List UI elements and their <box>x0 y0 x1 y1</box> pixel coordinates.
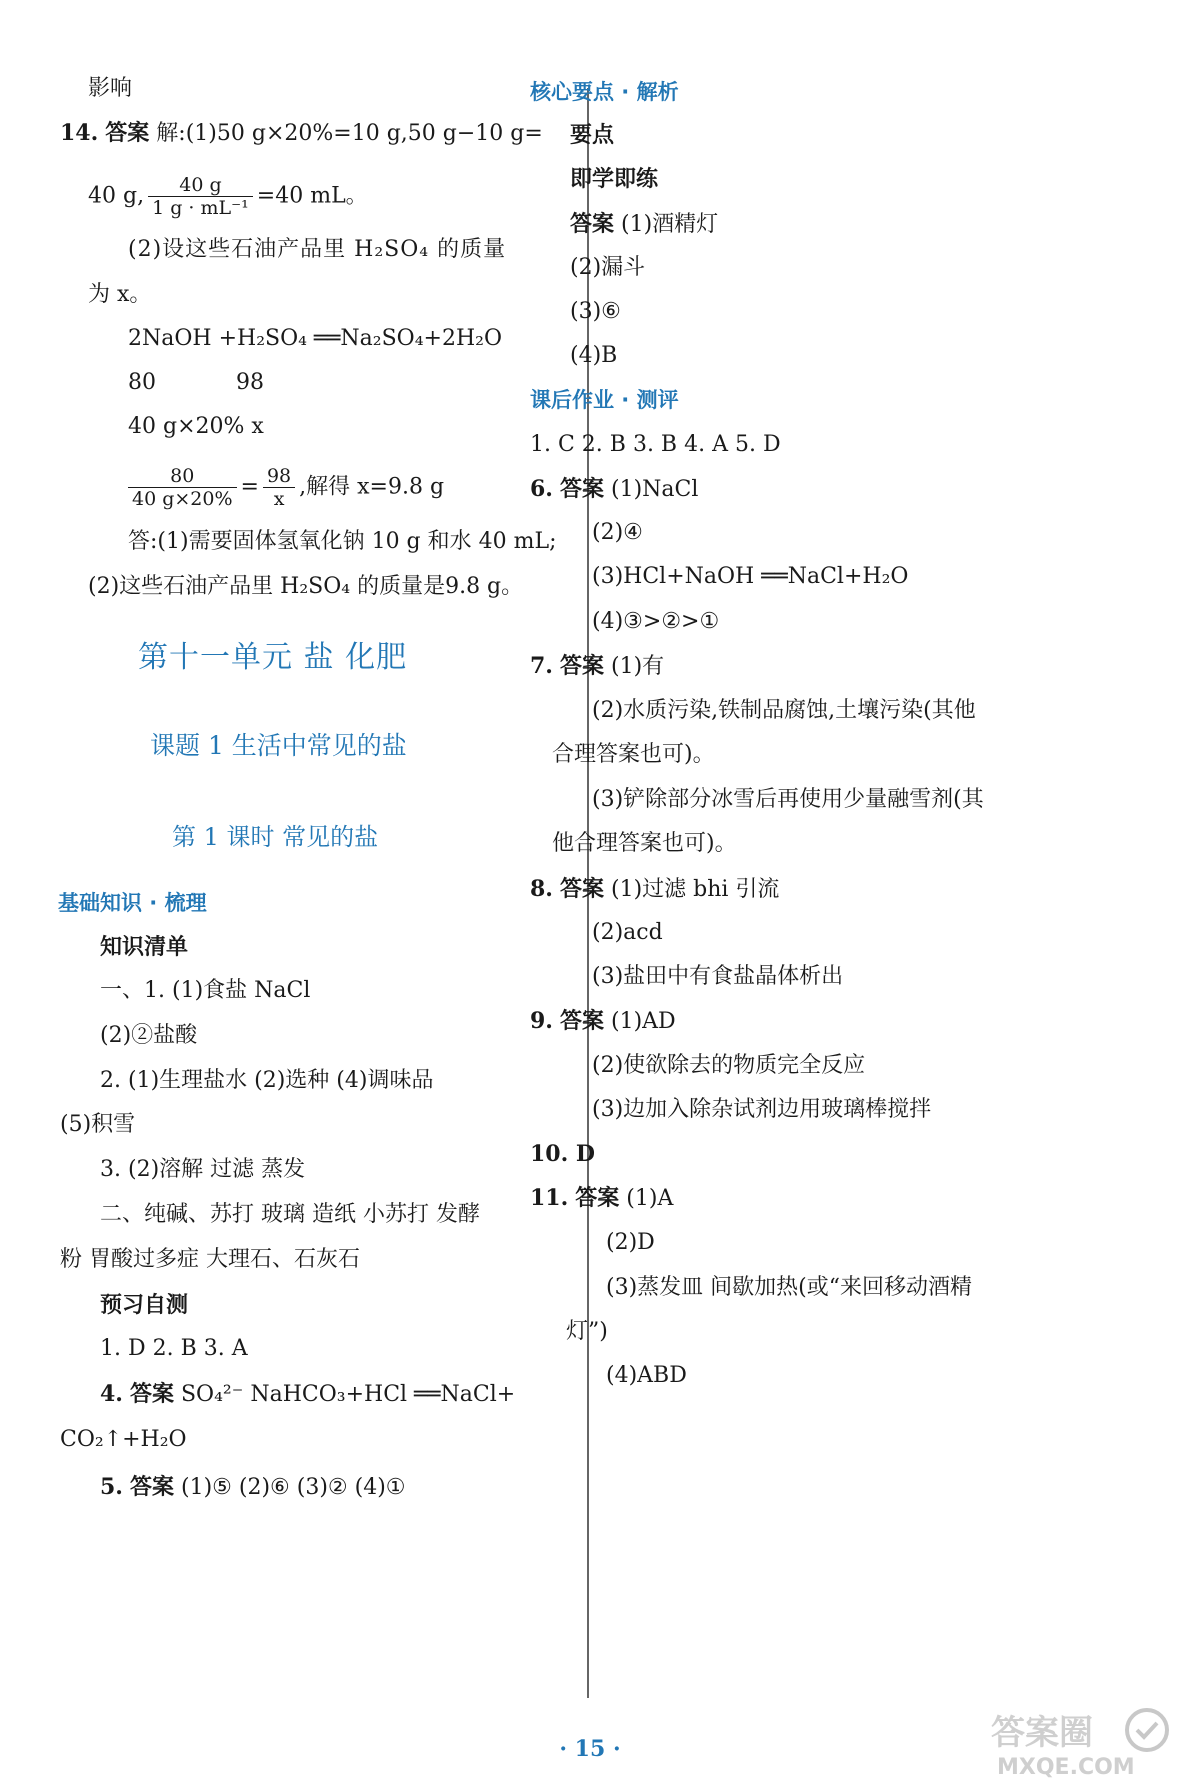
text-line: 1. C 2. B 3. B 4. A 5. D <box>530 432 781 457</box>
text-line: (2)acd <box>592 920 663 945</box>
answer-text: (1)⑤ (2)⑥ (3)② (4)① <box>180 1475 406 1500</box>
answer-text: (1)A <box>626 1186 674 1211</box>
answer-text: (1)有 <box>610 654 665 679</box>
result-text: ,解得 x=9.8 g <box>299 474 445 500</box>
text-line: (3)⑥ <box>570 299 621 324</box>
section-heading: 基础知识 · 梳理 <box>58 891 207 915</box>
text-line: CO₂↑+H₂O <box>60 1427 187 1452</box>
text-segment: 40 g, <box>88 183 145 209</box>
svg-text:MXQE.COM: MXQE.COM <box>997 1755 1135 1780</box>
question-number: 7. <box>530 653 553 679</box>
preview-question-5 <box>100 1472 406 1503</box>
answer-label: 答案 <box>559 476 604 502</box>
question-number: 8. <box>530 876 553 902</box>
answer-label: 答案 <box>105 120 150 146</box>
question-8 <box>530 874 779 905</box>
subheading: 即学即练 <box>570 166 659 192</box>
watermark-logo <box>983 1704 1173 1782</box>
text-line: (5)积雪 <box>60 1112 136 1137</box>
question-number: 14. <box>60 120 99 146</box>
mass-line: 40 g×20% x <box>128 414 264 439</box>
molar-mass-98: 98 <box>236 370 264 395</box>
fraction-denominator: 1 g · mL⁻¹ <box>152 197 249 219</box>
answer-label: 答案 <box>559 876 604 902</box>
question-number: 11. <box>530 1185 569 1211</box>
lesson-title: 第 1 课时 常见的盐 <box>172 823 379 851</box>
answer-text: (1)AD <box>610 1009 676 1034</box>
question-9 <box>530 1006 676 1037</box>
molar-mass-80: 80 <box>128 370 156 395</box>
unit-title: 第十一单元 盐 化肥 <box>138 640 408 675</box>
answer-text: (1)过滤 bhi 引流 <box>610 877 780 902</box>
text-line: (3)铲除部分冰雪后再使用少量融雪剂(其 <box>592 787 984 812</box>
subheading: 要点 <box>570 122 615 148</box>
section-heading: 课后作业 · 测评 <box>530 388 679 412</box>
text-line: (2)水质污染,铁制品腐蚀,土壤污染(其他 <box>592 698 976 723</box>
text-line: 3. (2)溶解 过滤 蒸发 <box>100 1157 306 1182</box>
question-number: 5. <box>100 1474 123 1500</box>
answer-label: 答案 <box>559 653 604 679</box>
text-line: (3)HCl+NaOH ══NaCl+H₂O <box>592 564 909 589</box>
question-11 <box>530 1183 673 1214</box>
text-line: (4)ABD <box>606 1363 687 1388</box>
fraction-numerator: 80 <box>128 465 237 488</box>
section-heading: 核心要点 · 解析 <box>530 80 679 104</box>
text-line: (2)漏斗 <box>570 255 646 280</box>
question-7 <box>530 651 664 682</box>
text-line: (2)②盐酸 <box>100 1023 198 1048</box>
fraction <box>148 174 253 219</box>
text-line: (3)边加入除杂试剂边用玻璃棒搅拌 <box>592 1097 932 1122</box>
fraction-numerator: 40 g <box>148 174 253 197</box>
answer-label: 答案 <box>559 1008 604 1034</box>
text-line: 灯”) <box>566 1319 608 1344</box>
topic-title: 课题 1 生活中常见的盐 <box>150 731 407 760</box>
answer-text: 解:(1)50 g×20%=10 g,50 g−10 g= <box>156 121 543 146</box>
text-line: (3)盐田中有食盐晶体析出 <box>592 964 844 989</box>
answer-text: SO₄²⁻ NaHCO₃+HCl ══NaCl+ <box>180 1382 516 1407</box>
text-line: 一、1. (1)食盐 NaCl <box>100 978 311 1003</box>
text-line: 合理答案也可)。 <box>552 742 715 767</box>
answer-text: (1)NaCl <box>610 477 699 502</box>
text-line: 2. (1)生理盐水 (2)选种 (4)调味品 <box>100 1068 434 1093</box>
answer-text: (1)酒精灯 <box>621 212 719 237</box>
answer-label: 答案 <box>129 1474 174 1500</box>
preview-question-4 <box>100 1379 515 1410</box>
text-line: 为 x。 <box>88 282 152 307</box>
text-line: (2)设这些石油产品里 H₂SO₄ 的质量 <box>128 237 507 262</box>
fraction-numerator: 98 <box>263 465 295 488</box>
question-6 <box>530 474 698 505</box>
page-number: · 15 · <box>559 1736 621 1762</box>
text-line: 他合理答案也可)。 <box>552 831 737 856</box>
text-line: 影响 <box>88 76 133 101</box>
text-line: (3)蒸发皿 间歇加热(或“来回移动酒精 <box>606 1275 972 1300</box>
answer-label: 答案 <box>570 211 615 237</box>
subheading: 知识清单 <box>100 934 189 960</box>
fraction-denominator: x <box>273 488 285 510</box>
svg-text:答案圈: 答案圈 <box>991 1713 1093 1753</box>
text-line: (4)B <box>570 343 618 368</box>
fraction <box>128 465 237 510</box>
practice-answer <box>570 209 718 240</box>
text-line: 答:(1)需要固体氢氧化钠 10 g 和水 40 mL; <box>128 529 557 554</box>
text-line: (2)D <box>606 1230 655 1255</box>
text-line: 二、纯碱、苏打 玻璃 造纸 小苏打 发酵 <box>100 1202 480 1227</box>
text-line: (2)这些石油产品里 H₂SO₄ 的质量是9.8 g。 <box>88 574 524 599</box>
text-line: 1. D 2. B 3. A <box>100 1336 248 1361</box>
text-segment: =40 mL。 <box>256 183 368 209</box>
fraction <box>263 465 295 510</box>
subheading: 预习自测 <box>100 1292 189 1318</box>
text-line: (4)③>②>① <box>592 609 720 634</box>
answer-label: 答案 <box>575 1185 620 1211</box>
fraction-denominator: 40 g×20% <box>132 488 233 510</box>
question-number: 9. <box>530 1008 553 1034</box>
question-number: 4. <box>100 1381 123 1407</box>
text-line: (2)④ <box>592 520 643 545</box>
answer-label: 答案 <box>129 1381 174 1407</box>
chemical-equation: 2NaOH +H₂SO₄ ══Na₂SO₄+2H₂O <box>128 326 503 351</box>
question-14 <box>60 118 543 149</box>
question-number: 6. <box>530 476 553 502</box>
watermark-icon <box>983 1704 1173 1782</box>
fraction-line <box>88 174 368 219</box>
proportion-line: $\frac{80}{40 g\times 20\%}$ = $\frac{98}{x}$ ,解得 x=9.8 g <box>128 465 444 510</box>
question-10: 10. D <box>530 1141 596 1167</box>
text-line: (2)使欲除去的物质完全反应 <box>592 1053 866 1078</box>
text-line: 粉 胃酸过多症 大理石、石灰石 <box>60 1247 360 1272</box>
